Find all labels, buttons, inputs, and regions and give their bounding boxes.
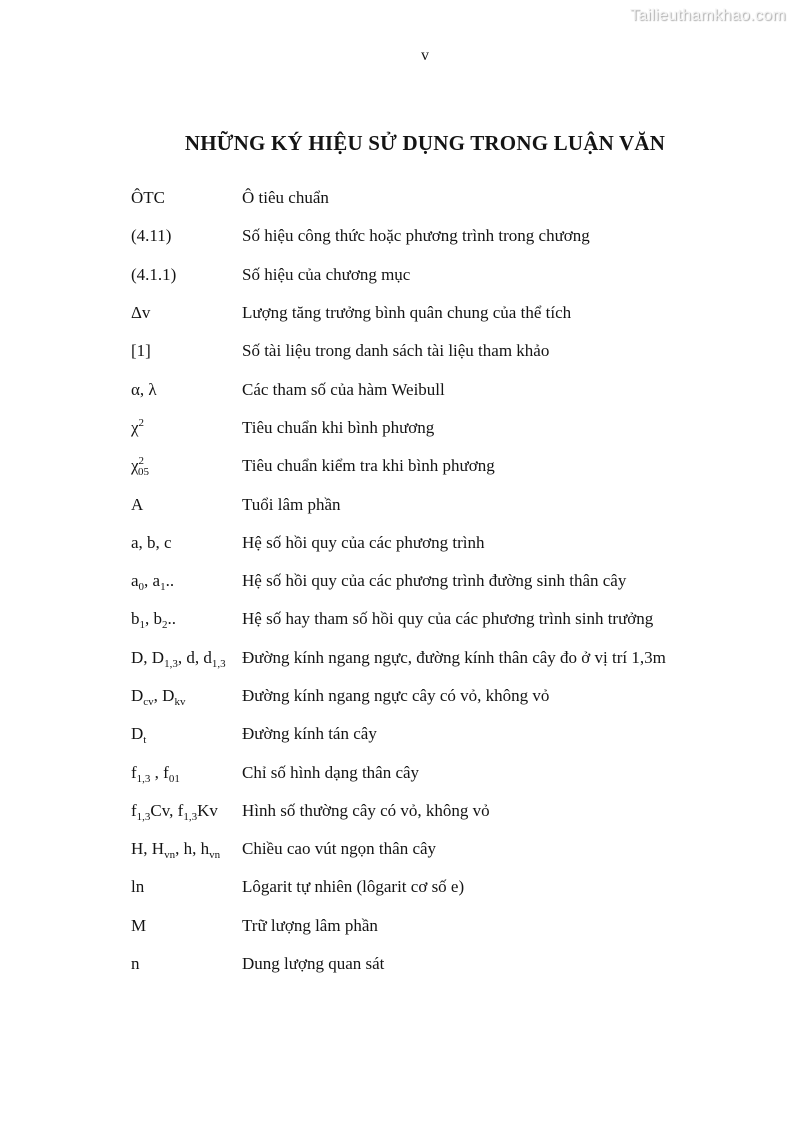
symbol-description: Hình số thường cây có vỏ, không vỏ [242, 800, 490, 820]
symbol-description: Lôgarit tự nhiên (lôgarit cơ số e) [242, 877, 465, 897]
symbol-description: Hệ số hồi quy của các phương trình [242, 532, 485, 552]
symbol-row [131, 332, 751, 370]
symbol-description: Tiêu chuẩn khi bình phương [242, 417, 435, 437]
symbol-row [131, 524, 751, 562]
symbol-label: $a_0$, $a_1$.. [131, 571, 175, 594]
symbol-label: α, λ [131, 379, 157, 399]
symbol-description: Số hiệu công thức hoặc phương trình trong chương [242, 226, 590, 246]
symbol-label: $D_{cv}$, $D_{kv}$ [131, 686, 186, 708]
symbol-row [131, 370, 751, 408]
symbol-row [131, 868, 751, 906]
watermark-text: Tailieuthamkhao.com [630, 7, 786, 24]
symbol-description: Chiều cao vút ngọn thân cây [242, 839, 437, 859]
symbol-description: Lượng tăng trưởng bình quân chung của thể tích [242, 303, 572, 323]
symbol-label: Δv [131, 303, 151, 323]
symbol-row [131, 830, 751, 868]
symbol-description: Hệ số hồi quy của các phương trình đường sinh thân cây [242, 571, 627, 591]
symbol-label: M [131, 915, 147, 935]
symbol-description: Số tài liệu trong danh sách tài liệu tham khảo [242, 341, 550, 361]
symbol-description: Đường kính ngang ngực cây có vỏ, không vỏ [242, 686, 550, 705]
symbol-label: $\chi^2$ [131, 416, 145, 437]
symbol-row [131, 600, 751, 638]
symbol-description: Dung lượng quan sát [242, 954, 385, 974]
symbol-label: $b_1$, $b_2$.. [131, 609, 176, 632]
symbol-label: ÔTC [131, 188, 165, 208]
symbol-description: Hệ số hay tham số hồi quy của các phương trình sinh trưởng [242, 609, 654, 629]
symbol-list [131, 179, 751, 983]
page-title: NHỮNG KÝ HIỆU SỬ DỤNG TRONG LUẬN VĂN [184, 131, 666, 155]
symbol-row [131, 256, 751, 294]
symbol-row [131, 217, 751, 255]
symbol-description: Số hiệu của chương mục [242, 264, 411, 284]
symbol-row [131, 945, 751, 983]
symbol-description: Đường kính ngang ngực, đường kính thân cây đo ở vị trí 1,3m [242, 647, 666, 667]
symbol-row [131, 715, 751, 753]
symbol-row [131, 409, 751, 447]
symbol-row [131, 179, 751, 217]
symbol-description: Chỉ số hình dạng thân cây [242, 762, 420, 782]
symbol-label: H, $H_{vn}$, h, $h_{vn}$ [131, 839, 221, 862]
symbol-row [131, 907, 751, 945]
symbol-row [131, 294, 751, 332]
symbol-row [131, 753, 751, 791]
symbol-label: [1] [131, 341, 151, 361]
symbol-label: n [131, 954, 140, 974]
symbol-label: $f_{1,3}$ , $f_{01}$ [131, 762, 180, 785]
symbol-row [131, 677, 751, 715]
symbol-row [131, 792, 751, 830]
symbol-label: ln [131, 877, 145, 897]
symbol-label: $D_t$ [131, 724, 147, 747]
symbol-row [131, 447, 751, 485]
symbol-description: Trữ lượng lâm phần [242, 915, 378, 935]
symbol-label: $\chi^2_{05}$ [131, 455, 150, 479]
symbol-label: A [131, 494, 144, 514]
symbol-description: Ô tiêu chuẩn [242, 188, 329, 208]
symbol-description: Đường kính tán cây [242, 724, 377, 744]
symbol-description: Các tham số của hàm Weibull [242, 379, 445, 399]
symbol-row [131, 485, 751, 523]
symbol-label: (4.1.1) [131, 264, 177, 284]
symbol-label: D, $D_{1,3}$, d, $d_{1,3}$ [131, 647, 226, 670]
symbol-description: Tuổi lâm phần [242, 494, 341, 514]
symbol-row [131, 639, 751, 677]
symbol-label: $f_{1,3}Cv$, $f_{1,3}Kv$ [131, 800, 218, 823]
symbol-description: Tiêu chuẩn kiểm tra khi bình phương [242, 456, 495, 476]
symbol-label: a, b, c [131, 532, 172, 552]
symbol-row [131, 562, 751, 600]
page-number: v [421, 47, 429, 64]
symbol-label: (4.11) [131, 226, 172, 246]
